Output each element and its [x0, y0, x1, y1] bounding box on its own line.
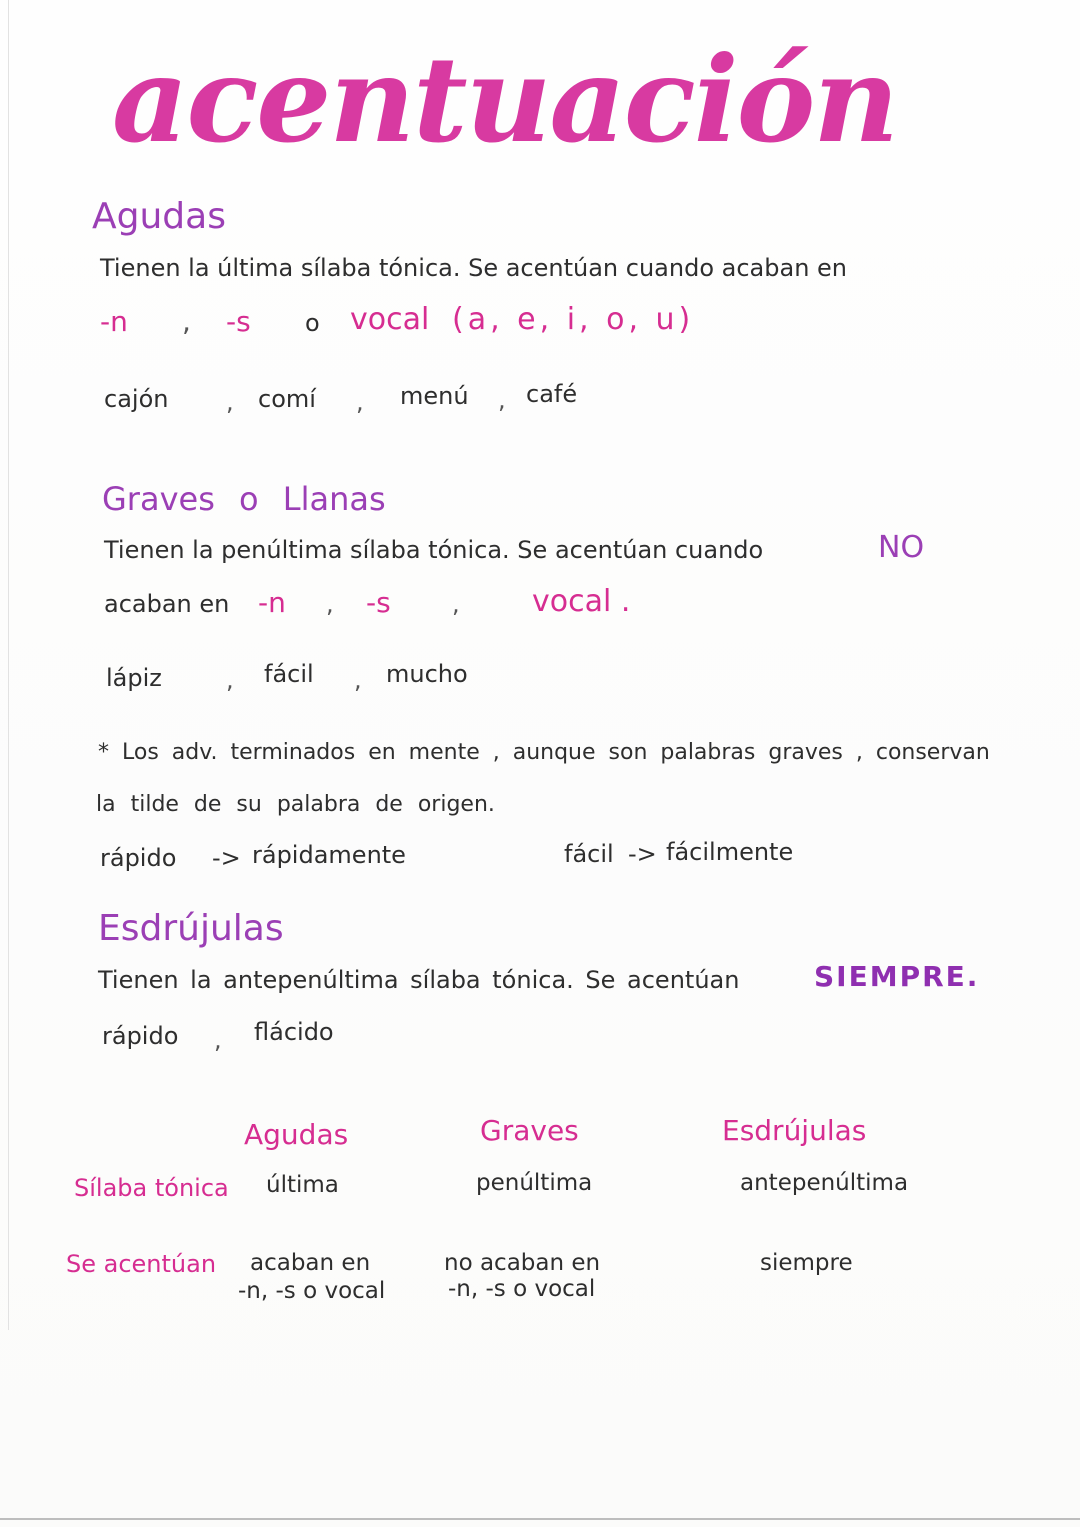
agudas-example: comí	[258, 385, 316, 413]
page-title: acentuación	[112, 30, 898, 169]
graves-rule-no: NO	[878, 530, 925, 565]
table-cell: acaban en	[250, 1250, 371, 1276]
graves-rule: Tienen la penúltima sílaba tónica. Se acentúan cuando	[104, 536, 764, 564]
agudas-heading: Agudas	[92, 196, 226, 237]
table-cell: siempre	[760, 1250, 853, 1276]
adverb-arrow: ->	[628, 840, 657, 868]
graves-example: lápiz	[106, 664, 162, 692]
agudas-vowels: (a, e, i, o, u)	[452, 302, 695, 337]
esdrujulas-example: flácido	[254, 1018, 334, 1046]
adverb-from: rápido	[100, 844, 177, 872]
table-row-label-silaba: Sílaba tónica	[74, 1174, 229, 1202]
table-cell: penúltima	[476, 1170, 593, 1196]
graves-ending-s: -s	[366, 586, 391, 619]
table-cell: antepenúltima	[740, 1170, 909, 1196]
table-row-label-acentuan: Se acentúan	[66, 1250, 217, 1278]
table-col-graves: Graves	[480, 1114, 579, 1147]
agudas-ending-n: -n	[100, 305, 128, 338]
table-col-agudas: Agudas	[244, 1118, 349, 1151]
esdrujulas-rule-siempre: SIEMPRE.	[814, 960, 980, 993]
graves-rule-acaban: acaban en	[104, 590, 230, 618]
table-col-esdrujulas: Esdrújulas	[722, 1114, 867, 1147]
esdrujulas-heading: Esdrújulas	[98, 908, 284, 949]
table-cell: no acaban en	[444, 1250, 601, 1276]
table-cell: -n, -s o vocal	[448, 1276, 596, 1302]
page-bottom-line	[0, 1518, 1080, 1520]
adverb-from: fácil	[564, 840, 614, 868]
adverb-to: fácilmente	[666, 838, 794, 866]
graves-note-line2: la tilde de su palabra de origen.	[96, 792, 495, 817]
table-cell: -n, -s o vocal	[238, 1278, 386, 1304]
graves-note-line1: * Los adv. terminados en mente , aunque son palabras graves , conservan	[98, 740, 990, 765]
agudas-ending-vocal: vocal	[350, 302, 430, 337]
adverb-to: rápidamente	[252, 841, 406, 869]
agudas-example: café	[526, 380, 578, 408]
adverb-arrow: ->	[212, 844, 241, 872]
agudas-ending-o: o	[305, 309, 320, 337]
notebook-page: acentuación Agudas Tienen la última sílaba tónica. Se acentúan cuando acaban en -n , -s o vocal (a, e, i, o, u) cajón , comí , menú , café Graves o Llanas Tienen la penúltima sílaba tónica. Se acentúan cuando NO acaban en -n , -s , vocal . lápiz , fácil , mucho * Los adv. terminados en mente , aunque son palabras graves , conservan la tilde de su palabra de origen. rápido -> rápidamente fácil -> fácilmente Esdrújulas Tienen la antepenúltima sílaba tónica. Se acentúan SIEMPRE. rápido , flácido Agudas Graves Esdrújulas Sílaba tónica última penúltima antepenúltima Se acentúan acaban en -n, -s o vocal no acaban en -n, -s o vocal siempre	[0, 0, 1080, 1527]
agudas-example: cajón	[104, 385, 169, 413]
graves-example: fácil	[264, 660, 314, 688]
graves-heading: Graves o Llanas	[102, 480, 386, 518]
graves-ending-vocal: vocal .	[532, 584, 631, 619]
table-cell: última	[266, 1172, 339, 1198]
esdrujulas-rule: Tienen la antepenúltima sílaba tónica. Se acentúan	[98, 966, 740, 994]
agudas-ending-s: -s	[226, 305, 251, 338]
graves-ending-n: -n	[258, 586, 286, 619]
page-margin-line	[8, 0, 9, 1330]
esdrujulas-example: rápido	[102, 1022, 179, 1050]
agudas-rule: Tienen la última sílaba tónica. Se acentúan cuando acaban en	[100, 254, 848, 282]
agudas-example: menú	[400, 382, 469, 410]
graves-example: mucho	[386, 660, 468, 688]
